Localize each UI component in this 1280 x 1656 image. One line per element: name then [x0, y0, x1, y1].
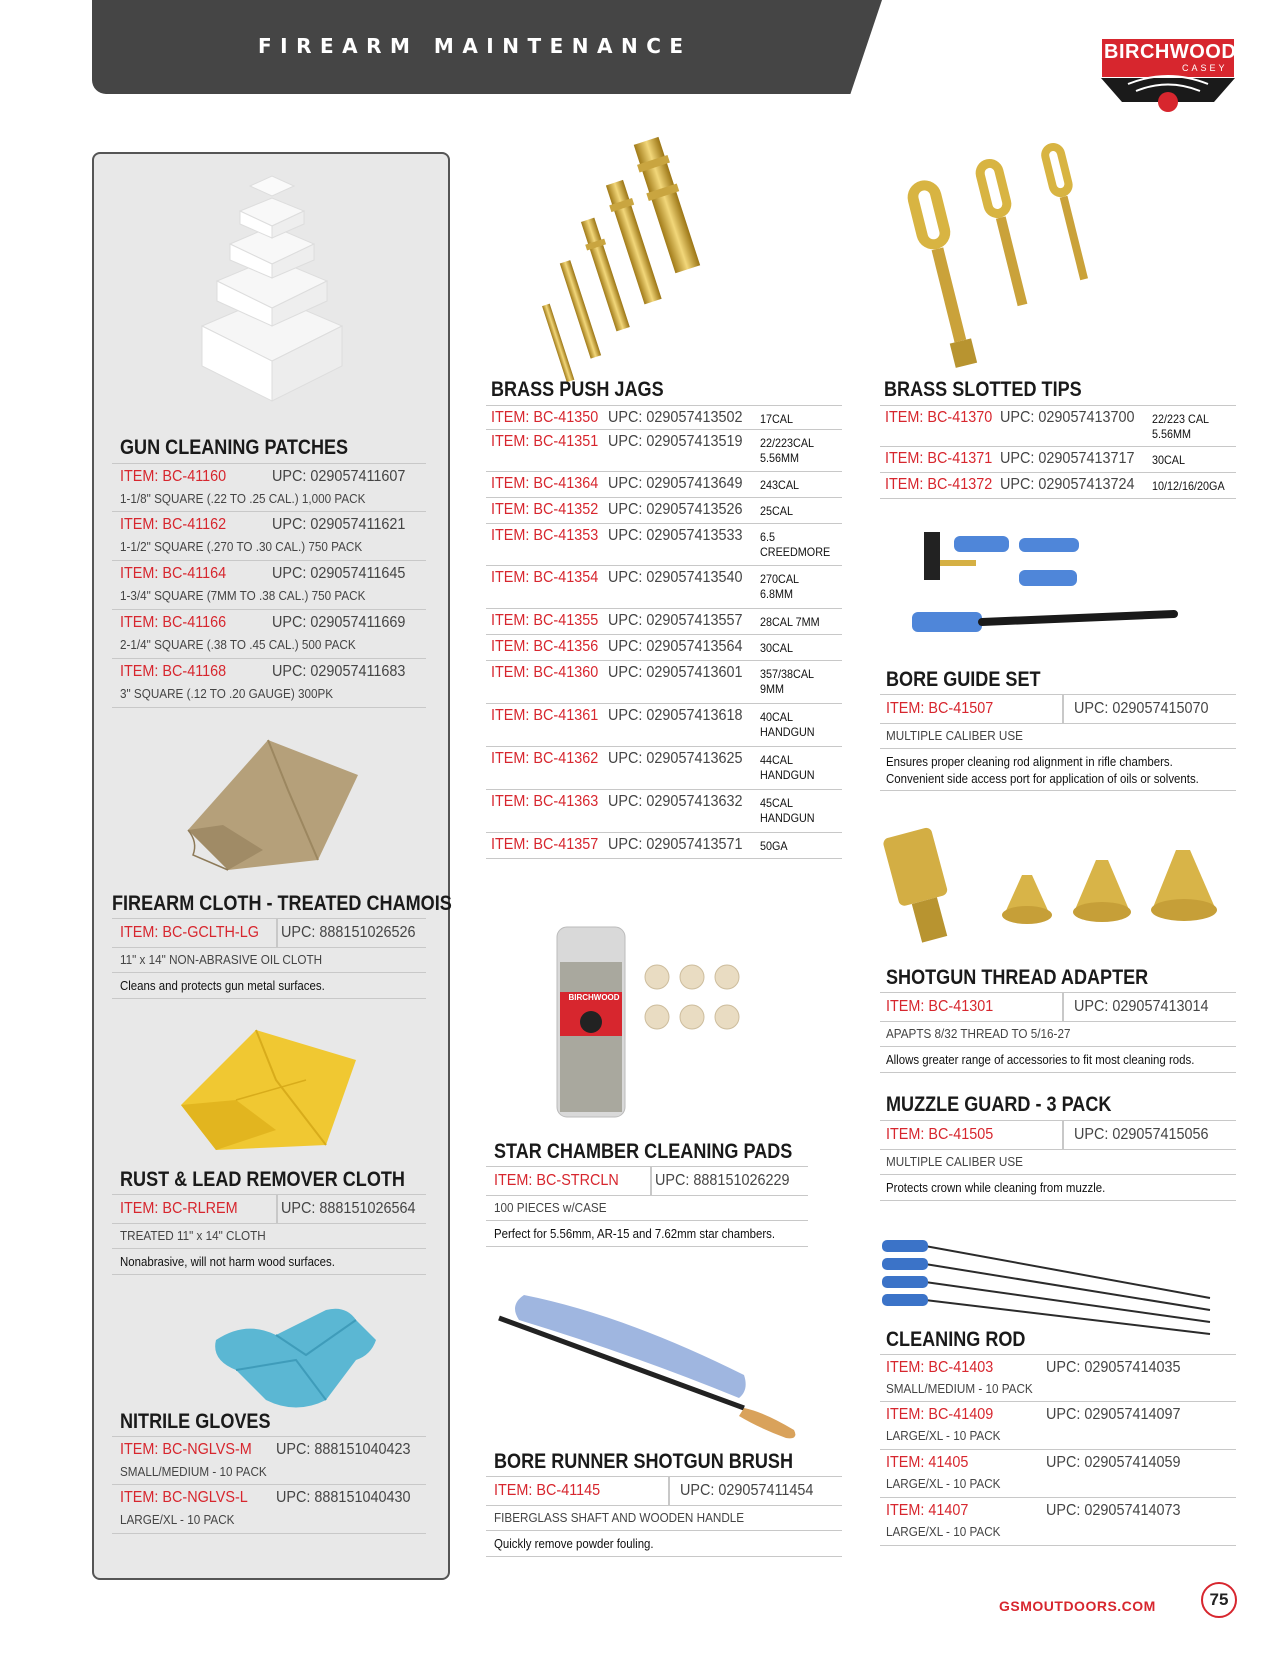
item-number: ITEM: BC-41166 — [120, 614, 227, 631]
upc-number: UPC: 029057411621 — [272, 516, 406, 533]
upc-number: UPC: 029057413540 — [608, 569, 743, 586]
caliber-label: 357/38CAL 9MM — [760, 667, 815, 696]
upc-number: UPC: 029057415070 — [1074, 700, 1209, 717]
item-number: ITEM: BC-41145 — [494, 1482, 601, 1499]
item-number: ITEM: BC-RLREM — [120, 1200, 238, 1217]
table-row — [880, 1022, 1236, 1047]
item-number: ITEM: BC-41355 — [491, 612, 599, 629]
upc-number: UPC: 029057413014 — [1074, 998, 1209, 1015]
caliber-label: 270CAL 6.8MM — [760, 572, 800, 601]
caliber-label: 28CAL 7MM — [760, 615, 820, 629]
upc-number: UPC: 029057413526 — [608, 501, 743, 518]
upc-number: UPC: 029057414059 — [1046, 1454, 1181, 1471]
upc-number: UPC: 888151026526 — [281, 924, 416, 941]
table-row — [486, 747, 842, 790]
table-row — [112, 948, 426, 973]
product-description: Allows greater range of accessories to fit most cleaning rods. — [886, 1052, 1195, 1067]
table-row — [112, 1249, 426, 1275]
upc-number: UPC: 029057413649 — [608, 475, 743, 492]
table-row — [486, 566, 842, 609]
product-description: Convenient side access port for application of oils or solvents. — [886, 771, 1199, 786]
caliber-label: 25CAL — [760, 504, 794, 518]
caliber-label: 22/223CAL 5.56MM — [760, 436, 815, 465]
caliber-label: 50GA — [760, 839, 788, 853]
item-description: 2-1/4" SQUARE (.38 TO .45 CAL.) 500 PACK — [120, 637, 356, 652]
upc-number: UPC: 029057413601 — [608, 664, 743, 681]
table-row — [112, 512, 426, 561]
bore-guide-title: BORE GUIDE SET — [886, 668, 1041, 691]
upc-number: UPC: 029057411454 — [680, 1482, 814, 1499]
cleaning-rod-image — [880, 1238, 1220, 1338]
table-row — [880, 405, 1236, 447]
item-number: ITEM: BC-41371 — [885, 450, 993, 467]
table-row — [880, 1047, 1236, 1073]
item-description: 1-3/4" SQUARE (7MM TO .38 CAL.) 750 PACK — [120, 588, 366, 603]
upc-number: UPC: 029057413502 — [608, 409, 743, 426]
item-number: ITEM: BC-41160 — [120, 468, 227, 485]
upc-number: UPC: 029057414073 — [1046, 1502, 1181, 1519]
table-row — [486, 833, 842, 859]
caliber-label: 243CAL — [760, 478, 800, 492]
divider — [276, 919, 278, 947]
caliber-label: 6.5 CREEDMORE — [760, 530, 831, 559]
divider — [650, 1167, 652, 1195]
item-number: ITEM: BC-41372 — [885, 476, 993, 493]
item-number: ITEM: BC-41351 — [491, 433, 599, 450]
caliber-label: 10/12/16/20GA — [1152, 479, 1225, 493]
brass-push-jags-image — [530, 140, 770, 360]
item-description: FIBERGLASS SHAFT AND WOODEN HANDLE — [494, 1510, 745, 1525]
star-chamber-jar-logo: BIRCHWOOD — [568, 993, 620, 1002]
table-row — [112, 1436, 426, 1485]
table-row — [486, 1196, 808, 1221]
caliber-label: 45CAL HANDGUN — [760, 796, 815, 825]
upc-number: UPC: 029057413717 — [1000, 450, 1135, 467]
item-description: 100 PIECES w/CASE — [494, 1200, 607, 1215]
upc-number: UPC: 029057414097 — [1046, 1406, 1181, 1423]
item-number: ITEM: BC-41168 — [120, 663, 227, 680]
upc-number: UPC: 029057413571 — [608, 836, 743, 853]
item-number: ITEM: BC-41361 — [491, 707, 599, 724]
page-number: 75 — [1201, 1582, 1237, 1618]
nitrile-gloves-image — [206, 1300, 386, 1420]
item-number: ITEM: BC-41354 — [491, 569, 599, 586]
item-description: SMALL/MEDIUM - 10 PACK — [120, 1464, 267, 1479]
bore-runner-title: BORE RUNNER SHOTGUN BRUSH — [494, 1450, 794, 1473]
item-description: 1-1/2" SQUARE (.270 TO .30 CAL.) 750 PACK — [120, 539, 363, 554]
table-row — [112, 610, 426, 659]
star-chamber-pads-image — [552, 922, 752, 1127]
product-description: Nonabrasive, will not harm wood surfaces. — [120, 1254, 335, 1269]
bore-runner-brush-image — [494, 1290, 804, 1440]
table-row — [880, 1498, 1236, 1546]
item-number: ITEM: BC-41505 — [886, 1126, 994, 1143]
brass-slotted-tips-image — [904, 148, 1144, 358]
item-number: ITEM: BC-GCLTH-LG — [120, 924, 259, 941]
website-link[interactable]: GSMOUTDOORS.COM — [999, 1598, 1156, 1614]
divider — [1062, 993, 1064, 1021]
item-number: ITEM: BC-NGLVS-L — [120, 1489, 248, 1506]
upc-number: UPC: 888151040423 — [276, 1441, 411, 1458]
caliber-label: 22/223 CAL 5.56MM — [1152, 412, 1210, 441]
table-row — [486, 1221, 808, 1247]
chamois-cloth-image — [168, 730, 378, 880]
caliber-label: 44CAL HANDGUN — [760, 753, 815, 782]
logo-subword: CASEY — [1182, 63, 1228, 73]
item-number: ITEM: BC-STRCLN — [494, 1172, 619, 1189]
item-number: ITEM: BC-41507 — [886, 700, 994, 717]
nitrile-gloves-title: NITRILE GLOVES — [120, 1410, 271, 1433]
item-number: ITEM: BC-41350 — [491, 409, 599, 426]
item-number: ITEM: BC-41363 — [491, 793, 599, 810]
upc-number: UPC: 029057413724 — [1000, 476, 1135, 493]
table-row — [486, 1476, 842, 1506]
table-row — [880, 1354, 1236, 1402]
upc-number: UPC: 029057413625 — [608, 750, 743, 767]
table-row — [486, 524, 842, 566]
item-description: LARGE/XL - 10 PACK — [886, 1476, 1001, 1491]
item-number: ITEM: BC-41409 — [886, 1406, 994, 1423]
bore-guide-set-image — [904, 530, 1184, 650]
item-description: MULTIPLE CALIBER USE — [886, 728, 1023, 743]
item-number: ITEM: BC-41162 — [120, 516, 227, 533]
table-row — [880, 724, 1236, 749]
cleaning-patches-image — [172, 176, 372, 406]
divider — [1062, 695, 1064, 723]
product-description: Ensures proper cleaning rod alignment in rifle chambers. — [886, 754, 1173, 769]
caliber-label: 17CAL — [760, 412, 794, 426]
upc-number: UPC: 029057413557 — [608, 612, 743, 629]
brass-push-jags-title: BRASS PUSH JAGS — [491, 378, 664, 401]
item-number: ITEM: 41407 — [886, 1502, 969, 1519]
table-row — [880, 1120, 1236, 1150]
item-number: ITEM: BC-41301 — [886, 998, 994, 1015]
table-row — [880, 749, 1236, 791]
item-number: ITEM: BC-41357 — [491, 836, 599, 853]
product-description: Perfect for 5.56mm, AR-15 and 7.62mm star chambers. — [494, 1226, 776, 1241]
upc-number: UPC: 029057411607 — [272, 468, 406, 485]
item-description: 1-1/8" SQUARE (.22 TO .25 CAL.) 1,000 PACK — [120, 491, 366, 506]
table-row — [486, 1531, 842, 1557]
rust-lead-cloth-image — [166, 1020, 376, 1160]
item-description: 11" x 14" NON-ABRASIVE OIL CLOTH — [120, 952, 323, 967]
upc-number: UPC: 029057413700 — [1000, 409, 1135, 426]
divider — [276, 1195, 278, 1223]
table-row — [486, 472, 842, 498]
item-description: SMALL/MEDIUM - 10 PACK — [886, 1381, 1033, 1396]
table-row — [880, 694, 1236, 724]
upc-number: UPC: 029057411645 — [272, 565, 406, 582]
item-description: LARGE/XL - 10 PACK — [886, 1524, 1001, 1539]
birchwood-casey-logo — [1098, 38, 1238, 118]
table-row — [112, 463, 426, 512]
shotgun-thread-adapter-image — [884, 820, 1224, 950]
item-number: ITEM: BC-41364 — [491, 475, 599, 492]
upc-number: UPC: 029057413533 — [608, 527, 743, 544]
table-row — [486, 405, 842, 430]
item-number: ITEM: BC-41356 — [491, 638, 599, 655]
table-row — [880, 473, 1236, 499]
item-number: ITEM: BC-41360 — [491, 664, 599, 681]
item-description: 3" SQUARE (.12 TO .20 GAUGE) 300PK — [120, 686, 334, 701]
table-row — [112, 561, 426, 610]
item-number: ITEM: BC-41362 — [491, 750, 599, 767]
star-chamber-title: STAR CHAMBER CLEANING PADS — [494, 1140, 793, 1163]
product-description: Cleans and protects gun metal surfaces. — [120, 978, 325, 993]
item-description: LARGE/XL - 10 PACK — [886, 1428, 1001, 1443]
item-number: ITEM: BC-41352 — [491, 501, 599, 518]
table-row — [486, 635, 842, 661]
table-row — [486, 704, 842, 747]
rust-lead-remover-title: RUST & LEAD REMOVER CLOTH — [120, 1168, 405, 1191]
table-row — [880, 1175, 1236, 1201]
table-row — [880, 1450, 1236, 1498]
upc-number: UPC: 029057413519 — [608, 433, 743, 450]
product-description: Quickly remove powder fouling. — [494, 1536, 654, 1551]
upc-number: UPC: 029057411669 — [272, 614, 406, 631]
brass-slotted-tips-title: BRASS SLOTTED TIPS — [884, 378, 1082, 401]
table-row — [880, 1150, 1236, 1175]
table-row — [486, 430, 842, 472]
page-title: FIREARM MAINTENANCE — [258, 34, 692, 58]
item-description: APAPTS 8/32 THREAD TO 5/16-27 — [886, 1026, 1071, 1041]
item-number: ITEM: BC-41353 — [491, 527, 599, 544]
logo-wordmark: BIRCHWOOD — [1104, 41, 1237, 63]
shotgun-thread-adapter-title: SHOTGUN THREAD ADAPTER — [886, 966, 1149, 989]
muzzle-guard-title: MUZZLE GUARD - 3 PACK — [886, 1093, 1112, 1116]
upc-number: UPC: 029057411683 — [272, 663, 406, 680]
table-row — [112, 918, 426, 948]
upc-number: UPC: 888151026229 — [655, 1172, 790, 1189]
table-row — [486, 790, 842, 833]
upc-number: UPC: 029057414035 — [1046, 1359, 1181, 1376]
divider — [668, 1477, 670, 1505]
table-row — [880, 992, 1236, 1022]
upc-number: UPC: 029057415056 — [1074, 1126, 1209, 1143]
table-row — [486, 661, 842, 704]
item-number: ITEM: BC-41403 — [886, 1359, 994, 1376]
upc-number: UPC: 029057413632 — [608, 793, 743, 810]
divider — [1062, 1121, 1064, 1149]
item-number: ITEM: BC-NGLVS-M — [120, 1441, 252, 1458]
table-row — [112, 973, 426, 999]
table-row — [112, 1485, 426, 1534]
item-description: TREATED 11" x 14" CLOTH — [120, 1228, 266, 1243]
table-row — [486, 498, 842, 524]
item-description: MULTIPLE CALIBER USE — [886, 1154, 1023, 1169]
product-description: Protects crown while cleaning from muzzle. — [886, 1180, 1106, 1195]
item-number: ITEM: BC-41164 — [120, 565, 227, 582]
table-row — [880, 1402, 1236, 1450]
table-row — [486, 1506, 842, 1531]
item-description: LARGE/XL - 10 PACK — [120, 1512, 235, 1527]
upc-number: UPC: 888151026564 — [281, 1200, 416, 1217]
caliber-label: 30CAL — [1152, 453, 1186, 467]
upc-number: UPC: 029057413564 — [608, 638, 743, 655]
item-number: ITEM: BC-41370 — [885, 409, 993, 426]
caliber-label: 30CAL — [760, 641, 794, 655]
upc-number: UPC: 029057413618 — [608, 707, 743, 724]
table-row — [112, 1224, 426, 1249]
firearm-cloth-title: FIREARM CLOTH - TREATED CHAMOIS — [112, 892, 452, 915]
table-row — [880, 447, 1236, 473]
upc-number: UPC: 888151040430 — [276, 1489, 411, 1506]
caliber-label: 40CAL HANDGUN — [760, 710, 815, 739]
item-number: ITEM: 41405 — [886, 1454, 969, 1471]
gun-cleaning-patches-title: GUN CLEANING PATCHES — [120, 436, 349, 459]
table-row — [486, 1166, 808, 1196]
table-row — [112, 659, 426, 708]
cleaning-rod-title: CLEANING ROD — [886, 1328, 1026, 1351]
table-row — [112, 1194, 426, 1224]
table-row — [486, 609, 842, 635]
